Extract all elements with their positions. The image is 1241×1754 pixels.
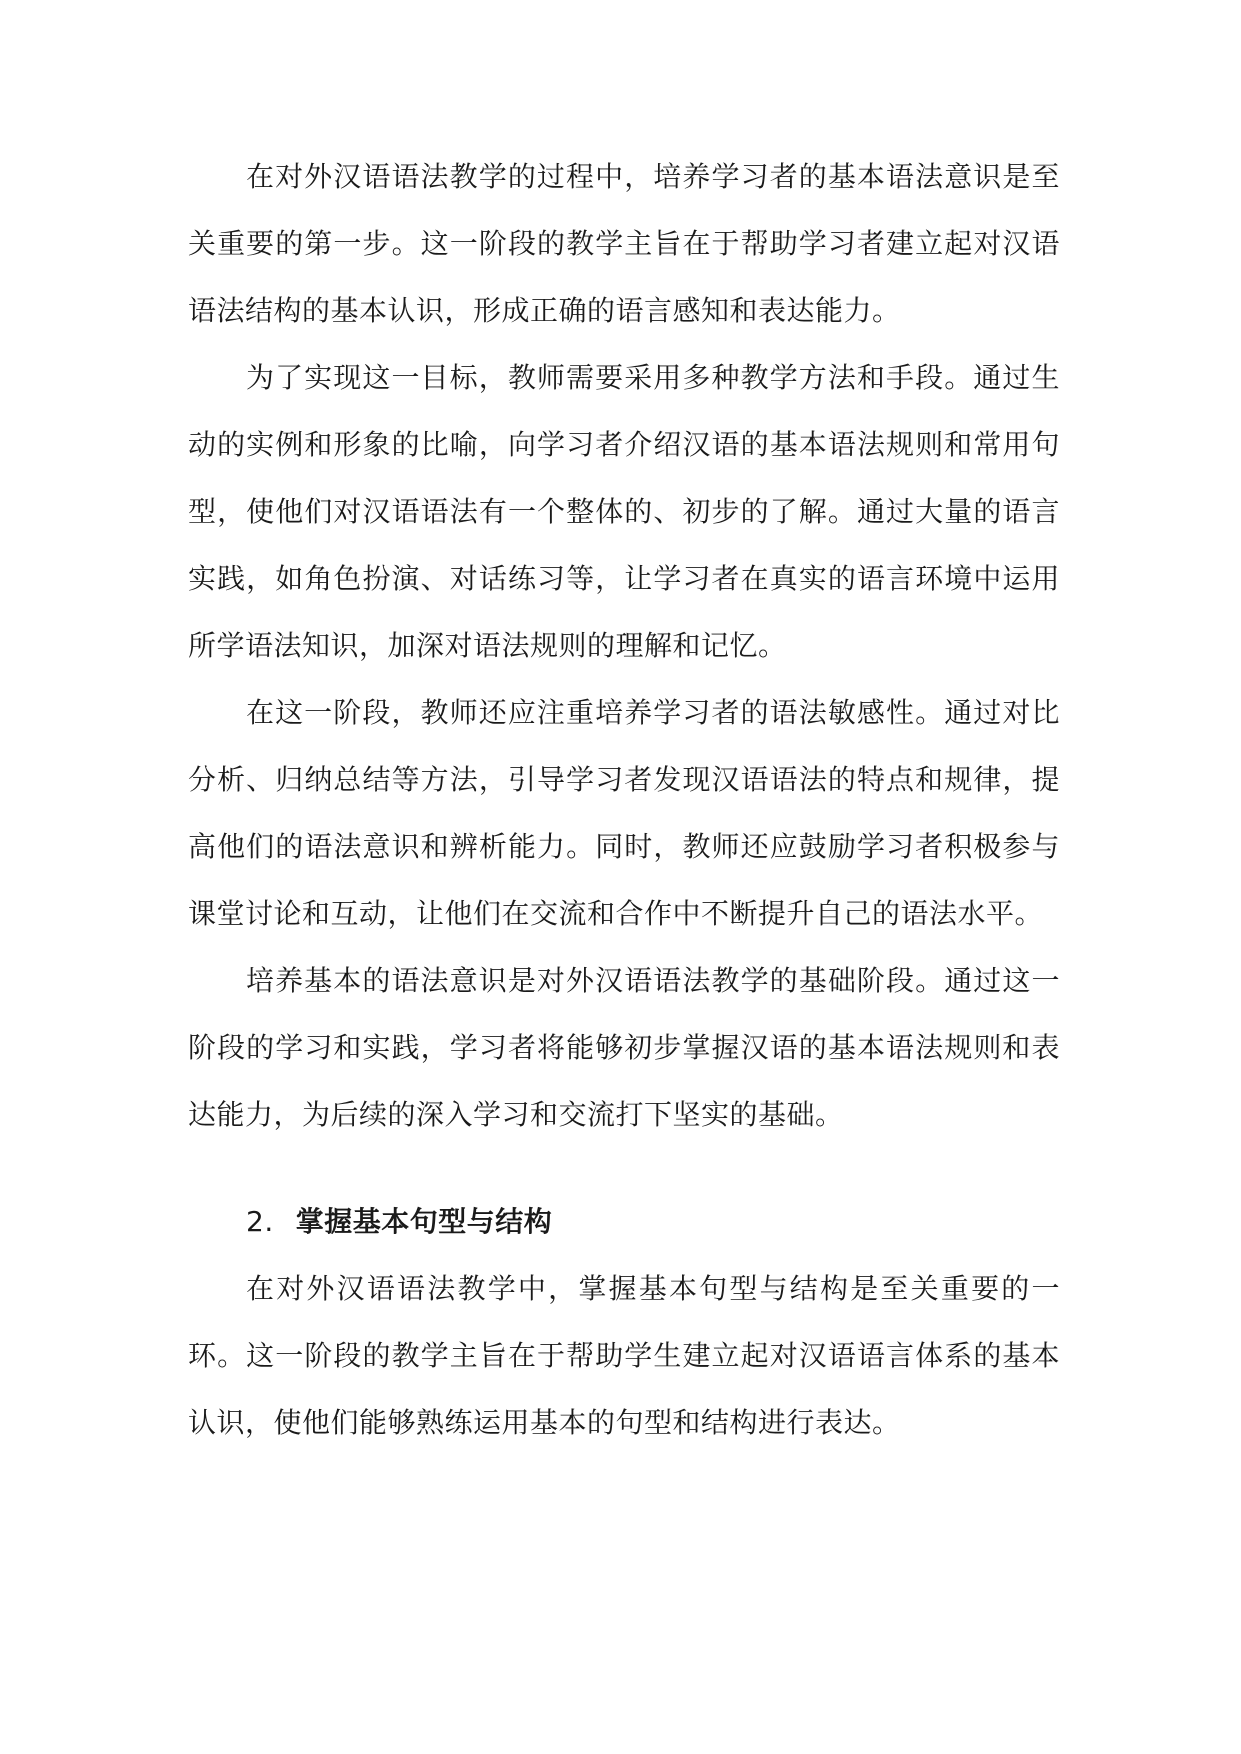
section-title: 掌握基本句型与结构 [295, 1205, 553, 1238]
paragraph: 为了实现这一目标，教师需要采用多种教学方法和手段。通过生动的实例和形象的比喻，向学习者介绍汉语的基本语法规则和常用句型，使他们对汉语语法有一个整体的、初步的了解。通过大量的语言实践，如角色扮演、对话练习等，让学习者在真实的语言环境中运用所学语法知识，加深对语法规则的理解和记忆。 [188, 361, 1060, 662]
paragraph: 培养基本的语法意识是对外汉语语法教学的基础阶段。通过这一阶段的学习和实践，学习者将能够初步掌握汉语的基本语法规则和表达能力，为后续的深入学习和交流打下坚实的基础。 [188, 964, 1060, 1131]
section-number: 2. [246, 1205, 274, 1238]
paragraph: 在对外汉语语法教学的过程中，培养学习者的基本语法意识是至关重要的第一步。这一阶段的教学主旨在于帮助学习者建立起对汉语语法结构的基本认识，形成正确的语言感知和表达能力。 [188, 160, 1060, 327]
paragraph: 在对外汉语语法教学中，掌握基本句型与结构是至关重要的一环。这一阶段的教学主旨在于帮助学生建立起对汉语语言体系的基本认识，使他们能够熟练运用基本的句型和结构进行表达。 [188, 1272, 1060, 1439]
section-heading [188, 1188, 1060, 1255]
document-body [188, 143, 1060, 1456]
paragraph: 在这一阶段，教师还应注重培养学习者的语法敏感性。通过对比分析、归纳总结等方法，引导学习者发现汉语语法的特点和规律，提高他们的语法意识和辨析能力。同时，教师还应鼓励学习者积极参与课堂讨论和互动，让他们在交流和合作中不断提升自己的语法水平。 [188, 696, 1060, 930]
